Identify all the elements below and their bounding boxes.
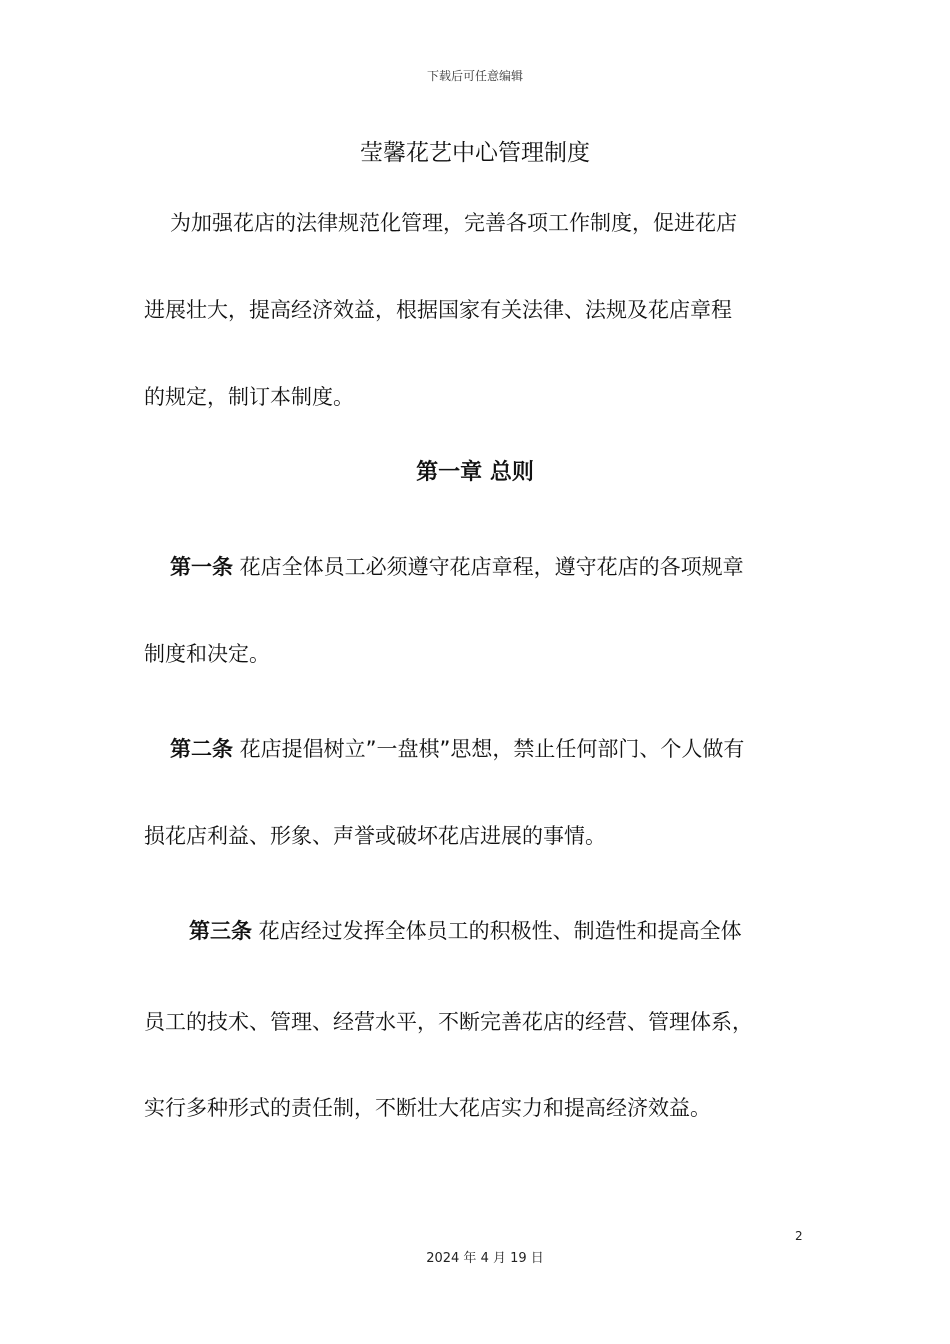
article-1-line-1 [170, 553, 744, 581]
article-2-label: 第二条 [170, 737, 233, 761]
article-3-text: 花店经过发挥全体员工的积极性、制造性和提高全体 [252, 919, 742, 943]
document-title: 莹馨花艺中心管理制度 [360, 140, 590, 166]
article-3-line-3: 实行多种形式的责任制，不断壮大花店实力和提高经济效益。 [144, 1096, 711, 1120]
intro-line-2: 进展壮大，提高经济效益，根据国家有关法律、法规及花店章程 [144, 298, 732, 322]
intro-line-3: 的规定，制订本制度。 [144, 385, 354, 409]
article-3-line-1 [189, 917, 742, 945]
article-3-line-2: 员工的技术、管理、经营水平，不断完善花店的经营、管理体系， [144, 1010, 753, 1034]
article-1-text: 花店全体员工必须遵守花店章程，遵守花店的各项规章 [233, 555, 744, 579]
article-2-text: 花店提倡树立”一盘棋”思想，禁止任何部门、个人做有 [233, 737, 745, 761]
intro-line-1: 为加强花店的法律规范化管理，完善各项工作制度，促进花店 [170, 211, 737, 235]
chapter-heading: 第一章 总则 [416, 460, 534, 485]
article-2-line-1 [170, 735, 744, 763]
header-note: 下载后可任意编辑 [426, 69, 523, 83]
article-3-label: 第三条 [189, 919, 252, 943]
article-2-line-2: 损花店利益、形象、声誉或破坏花店进展的事情。 [144, 824, 606, 848]
page-number: 2 [795, 1229, 803, 1243]
article-1-line-2: 制度和决定。 [144, 642, 270, 666]
article-1-label: 第一条 [170, 555, 233, 579]
footer-date: 2024 年 4 月 19 日 [426, 1251, 544, 1266]
